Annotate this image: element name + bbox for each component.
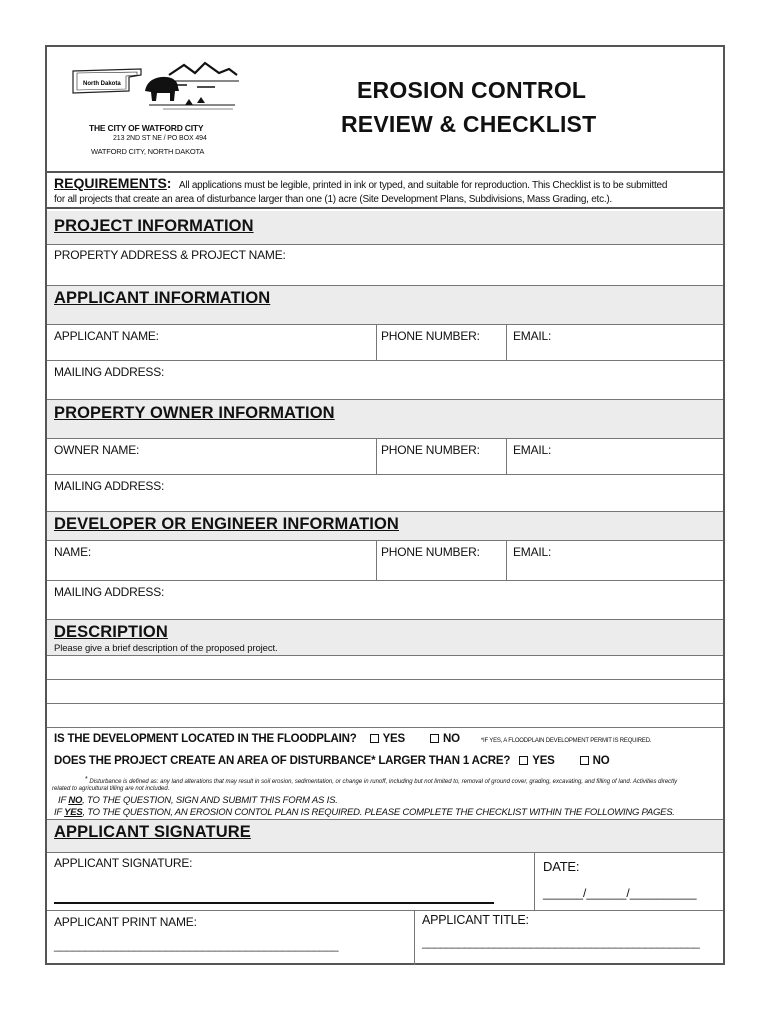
- signature-row: [47, 853, 723, 911]
- disturbance-question: DOES THE PROJECT CREATE AN AREA OF DISTURBANCE* LARGER THAN 1 ACRE?: [54, 755, 511, 767]
- applicant-signature-line[interactable]: [54, 902, 494, 904]
- disturbance-no-checkbox[interactable]: [580, 756, 589, 765]
- disturbance-yes-label: YES: [532, 755, 555, 767]
- applicant-name-field[interactable]: APPLICANT NAME:: [54, 329, 159, 343]
- floodplain-question: IS THE DEVELOPMENT LOCATED IN THE FLOODPLAIN?: [54, 733, 357, 745]
- description-line-3[interactable]: [47, 703, 723, 727]
- owner-mailing-label: MAILING ADDRESS:: [54, 479, 165, 493]
- print-name-row: [47, 911, 723, 965]
- disturbance-question-row: [54, 755, 610, 767]
- description-title: DESCRIPTION: [54, 623, 168, 641]
- owner-phone-field[interactable]: PHONE NUMBER:: [381, 443, 480, 457]
- applicant-title-label: APPLICANT TITLE:: [422, 913, 529, 927]
- applicant-print-name-field[interactable]: ______________________________________________: [54, 938, 338, 952]
- divider: [506, 325, 507, 361]
- requirements-label: REQUIREMENTS: [54, 175, 167, 191]
- date-field[interactable]: ______/______/__________: [543, 886, 697, 900]
- if-no-word: NO: [68, 795, 83, 806]
- disturbance-yes-checkbox[interactable]: [519, 756, 528, 765]
- if-yes-rest: , TO THE QUESTION, AN EROSION CONTOL PLAN IS REQUIRED. PLEASE COMPLETE THE CHECKLIST WITHIN THE FOLLOWING PAGES.: [82, 807, 675, 818]
- floodplain-note: *IF YES, A FLOODPLAIN DEVELOPMENT PERMIT IS REQUIRED.: [480, 738, 652, 744]
- requirements-colon: :: [166, 175, 172, 191]
- divider: [534, 853, 535, 911]
- if-yes-instruction: [54, 807, 675, 818]
- requirements-line1: [54, 175, 667, 193]
- signature-title: APPLICANT SIGNATURE: [54, 823, 251, 841]
- logo-state-label: North Dakota: [83, 81, 121, 87]
- description-line-2[interactable]: [47, 679, 723, 703]
- city-address-line1: 213 2ND ST NE / PO BOX 494: [113, 135, 207, 142]
- owner-mailing-field[interactable]: [47, 475, 723, 511]
- disturbance-footnote-line1: [85, 776, 677, 785]
- divider: [506, 541, 507, 581]
- floodplain-question-row: [54, 733, 651, 745]
- developer-name-field[interactable]: NAME:: [54, 545, 92, 559]
- questions-section: [47, 727, 723, 819]
- applicant-phone-field[interactable]: PHONE NUMBER:: [381, 329, 480, 343]
- property-address-field[interactable]: [47, 245, 723, 285]
- description-line-1[interactable]: [47, 655, 723, 679]
- footnote-text-line1: Disturbance is defined as: any land alterations that may result in soil erosion, sedimentation, or change in runoff, including but not limited to, removal of ground cover, grading, excavating, and filling of land. Activities directly: [89, 779, 678, 785]
- city-logo: [69, 61, 241, 113]
- applicant-info-title: APPLICANT INFORMATION: [54, 289, 271, 307]
- developer-phone-field[interactable]: PHONE NUMBER:: [381, 545, 480, 559]
- applicant-mailing-field[interactable]: [47, 361, 723, 399]
- if-no-rest: , TO THE QUESTION, SIGN AND SUBMIT THIS FORM AS IS.: [82, 795, 338, 806]
- applicant-info-header: [47, 285, 723, 325]
- developer-mailing-field[interactable]: [47, 581, 723, 619]
- applicant-signature-label: APPLICANT SIGNATURE:: [54, 856, 193, 870]
- owner-email-field[interactable]: EMAIL:: [513, 443, 552, 457]
- description-instruction: Please give a brief description of the proposed project.: [54, 643, 278, 654]
- project-info-title: PROJECT INFORMATION: [54, 217, 254, 235]
- city-address-line2: WATFORD CITY, NORTH DAKOTA: [91, 147, 205, 156]
- city-name: THE CITY OF WATFORD CITY: [89, 123, 204, 133]
- developer-info-title: DEVELOPER OR ENGINEER INFORMATION: [54, 515, 399, 533]
- form-header: [47, 47, 723, 169]
- divider: [414, 911, 415, 965]
- applicant-contact-row: [47, 325, 723, 361]
- developer-contact-row: [47, 541, 723, 581]
- floodplain-no-checkbox[interactable]: [430, 734, 439, 743]
- erosion-control-form: [45, 45, 725, 965]
- if-yes-prefix: IF: [54, 807, 65, 818]
- divider: [376, 541, 377, 581]
- floodplain-yes-checkbox[interactable]: [370, 734, 379, 743]
- disturbance-footnote-line2: related to agricultural tilling are not included.: [52, 786, 170, 792]
- developer-email-field[interactable]: EMAIL:: [513, 545, 552, 559]
- floodplain-yes-label: YES: [382, 733, 405, 745]
- divider: [506, 439, 507, 475]
- description-header: [47, 619, 723, 655]
- divider: [376, 325, 377, 361]
- applicant-email-field[interactable]: EMAIL:: [513, 329, 552, 343]
- applicant-mailing-label: MAILING ADDRESS:: [54, 365, 165, 379]
- north-dakota-map-icon: [73, 69, 141, 93]
- if-yes-word: YES: [64, 807, 83, 818]
- page-title-line2: REVIEW & CHECKLIST: [341, 111, 597, 137]
- owner-contact-row: [47, 439, 723, 475]
- requirements-section: [47, 171, 723, 209]
- owner-info-title: PROPERTY OWNER INFORMATION: [54, 404, 335, 422]
- signature-header: [47, 819, 723, 853]
- bison-icon: [145, 77, 179, 101]
- applicant-title-field[interactable]: ______________________________________________: [422, 935, 700, 949]
- if-no-prefix: IF: [58, 795, 69, 806]
- developer-mailing-label: MAILING ADDRESS:: [54, 585, 165, 599]
- owner-info-header: [47, 399, 723, 439]
- if-no-instruction: [58, 795, 338, 806]
- owner-name-field[interactable]: OWNER NAME:: [54, 443, 140, 457]
- property-address-label: PROPERTY ADDRESS & PROJECT NAME:: [54, 248, 286, 262]
- requirements-text-line2: for all projects that create an area of disturbance larger than one (1) acre (Site Development Plans, Subdivisions, Mass Grading, etc.).: [54, 194, 612, 205]
- divider: [376, 439, 377, 475]
- developer-info-header: [47, 511, 723, 541]
- footnote-marker: *: [85, 776, 88, 783]
- applicant-print-name-label: APPLICANT PRINT NAME:: [54, 915, 197, 929]
- requirements-text-line1: All applications must be legible, printed in ink or typed, and suitable for reproduction. This Checklist is to be submitted: [178, 180, 668, 191]
- project-info-header: [47, 211, 723, 245]
- page-title-line1: EROSION CONTROL: [357, 77, 587, 103]
- floodplain-no-label: NO: [443, 733, 460, 745]
- disturbance-no-label: NO: [592, 755, 610, 767]
- date-label: DATE:: [543, 859, 580, 874]
